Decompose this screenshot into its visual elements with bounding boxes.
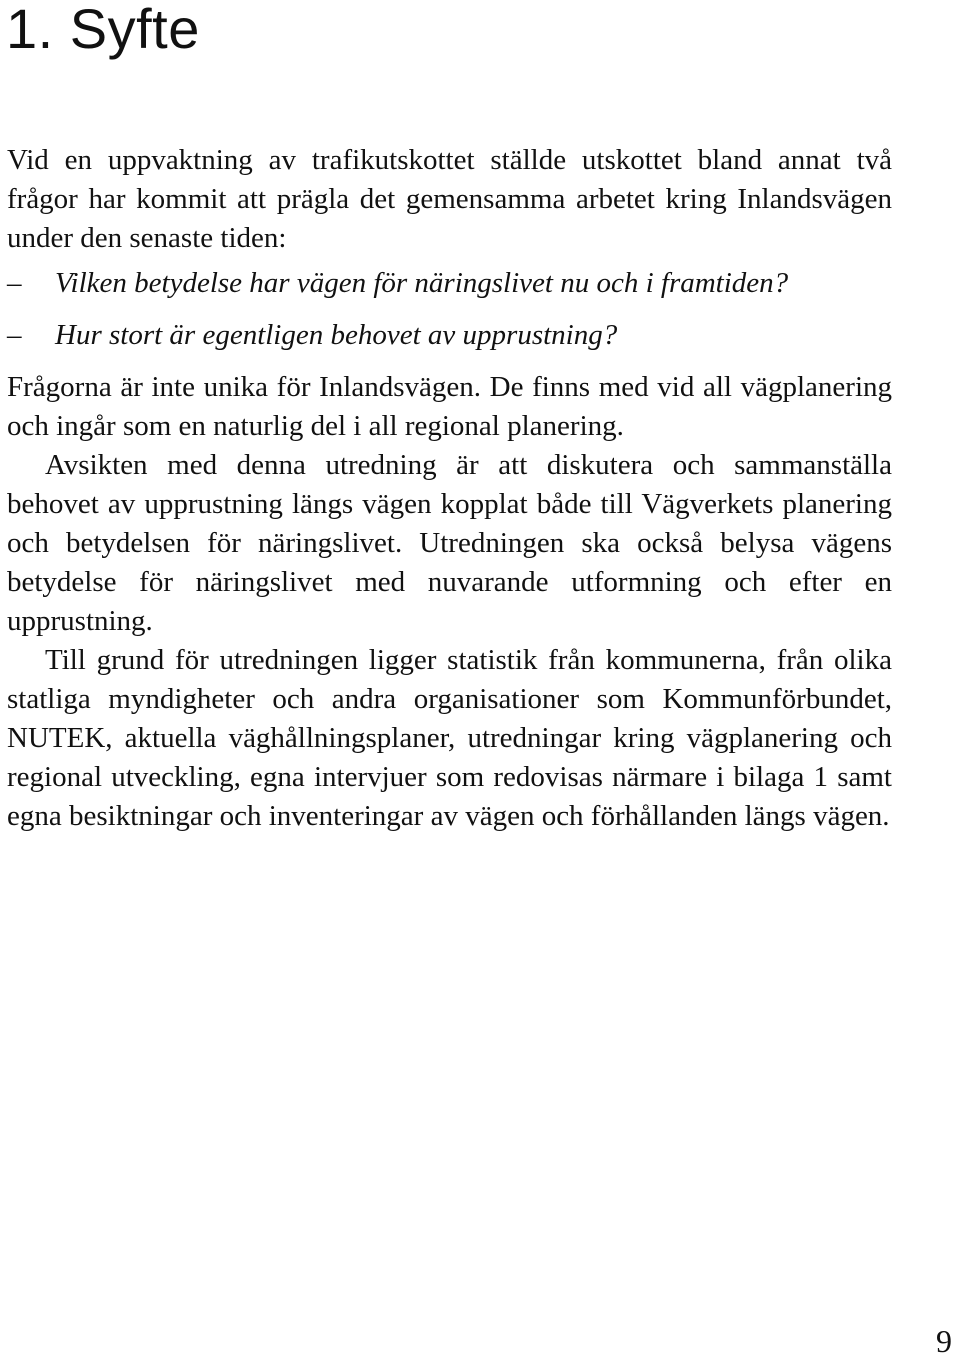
question-item [7, 264, 892, 303]
page-title: 1. Syfte [6, 0, 200, 60]
question-list [7, 264, 892, 355]
paragraph-sources: Till grund för utredningen ligger statistik från kommunerna, från olika statliga myndigheter och andra organisationer som Kommunförbundet, NUTEK, aktuella väghållningsplaner, utredningar kring vägplanering och regional utveckling, egna intervjuer som redovisas närmare i bilaga 1 samt egna besiktningar och inventeringar av vägen och förhållanden längs vägen. [7, 644, 892, 832]
question-text: Vilken betydelse har vägen för näringslivet nu och i framtiden? [55, 267, 789, 299]
body-text [7, 141, 892, 836]
dash-bullet-icon: – [7, 319, 22, 351]
question-text: Hur stort är egentligen behovet av upprustning? [55, 319, 618, 351]
dash-bullet-icon: – [7, 267, 22, 299]
paragraph-purpose: Avsikten med denna utredning är att diskutera och sammanställa behovet av upprustning längs vägen kopplat både till Vägverkets planering och betydelsen för näringslivet. Utredningen ska också belysa vägens betydelse för näringslivet med nuvarande utformning och efter en upprustning. [7, 449, 892, 637]
question-item [7, 316, 892, 355]
intro-paragraph: Vid en uppvaktning av trafikutskottet ställde utskottet bland annat två frågor har kommit att prägla det gemensamma arbetet kring Inlandsvägen under den senaste tiden: [7, 144, 892, 254]
page-number: 9 [936, 1323, 952, 1359]
paragraph-questions-context: Frågorna är inte unika för Inlandsvägen. De finns med vid all vägplanering och ingår som en naturlig del i all regional planering. [7, 371, 892, 442]
